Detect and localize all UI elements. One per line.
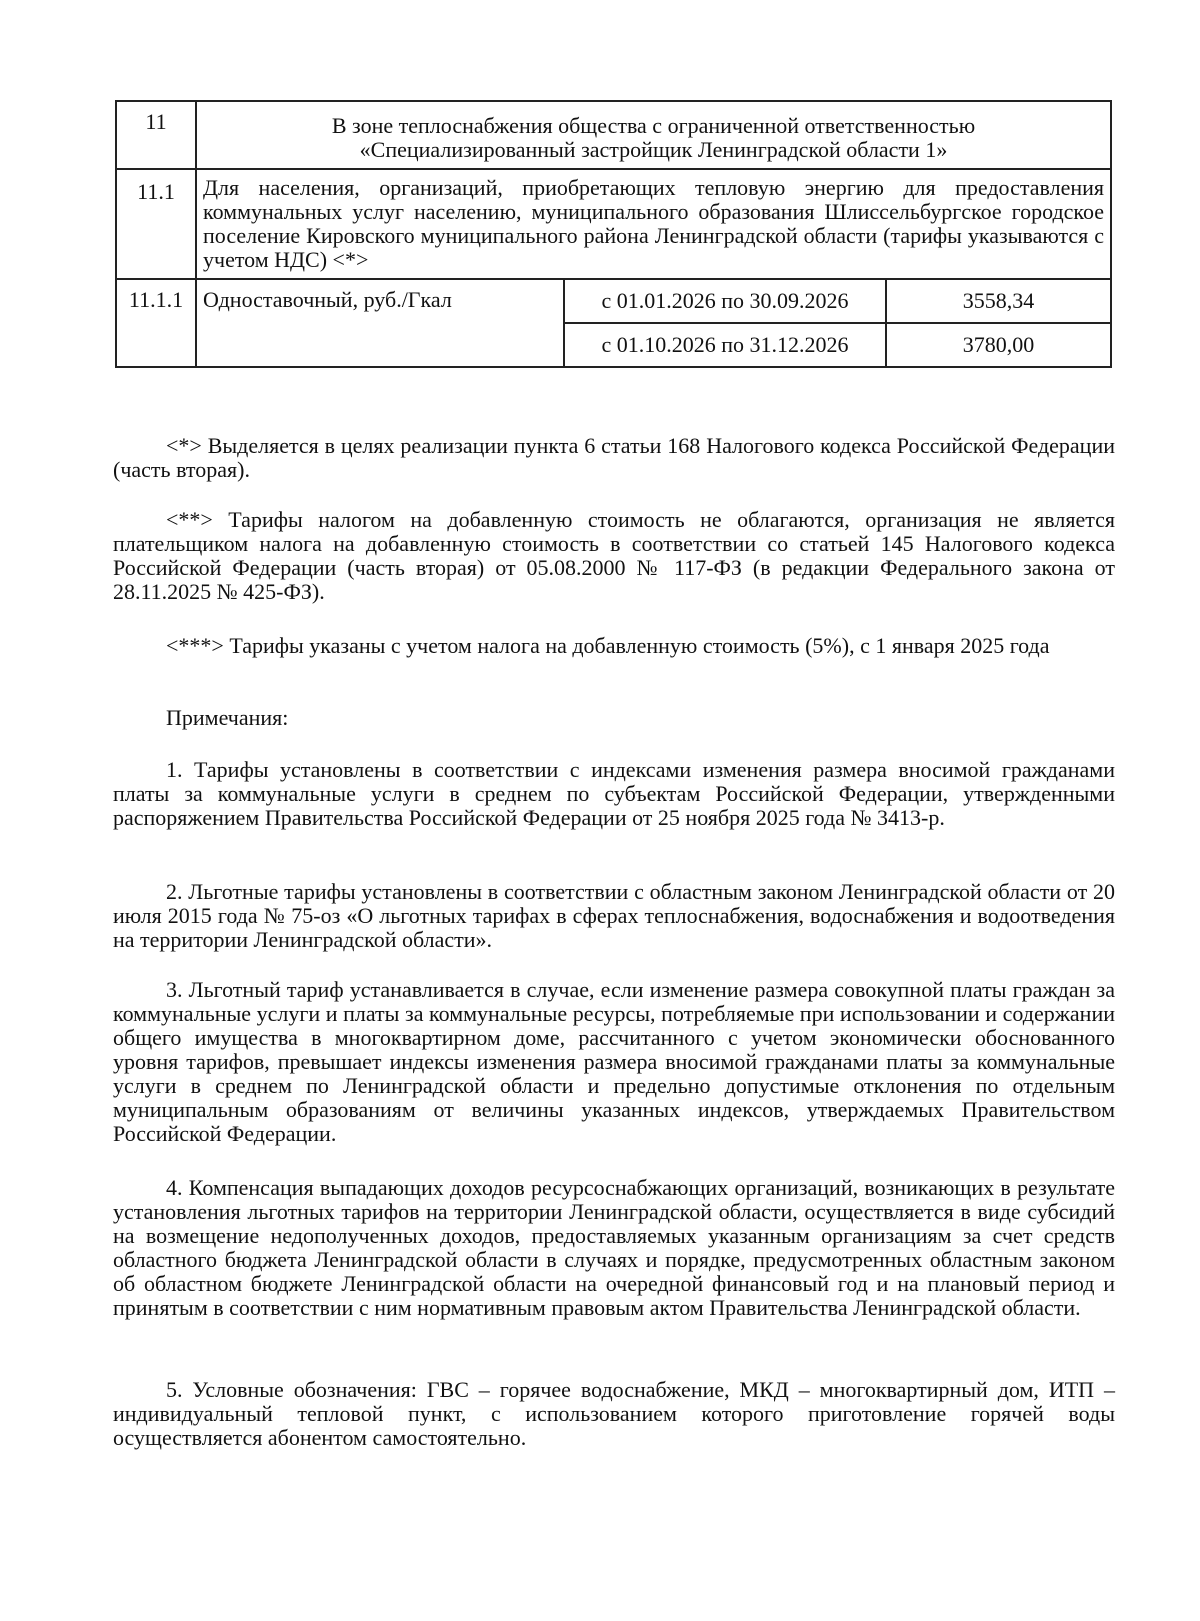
table-row-subsection: [116, 169, 1111, 279]
note-1: 1. Тарифы установлены в соответствии с индексами изменения размера вносимой гражданами платы за коммунальные услуги в среднем по субъектам Российской Федерации, утвержденными распоряжением Правительства Российской Федерации от 25 ноября 2025 года № 3413-р.: [113, 757, 1115, 830]
section-title-line2: «Специализированный застройщик Ленинградской области 1»: [359, 137, 948, 162]
subsection-text: Для населения, организаций, приобретающих тепловую энергию для предоставления коммунальных услуг населению, муниципального образования Шлиссельбургское городское поселение Кировского муниципального района Ленинградской области (тарифы указываются с учетом НДС) <*>: [196, 169, 1111, 279]
tariff-table: [115, 100, 1112, 368]
note-4: 4. Компенсация выпадающих доходов ресурсоснабжающих организаций, возникающих в результате установления льготных тарифов на территории Ленинградской области, осуществляется в виде субсидий на возмещение недополученных доходов, предоставляемых указанным организациям за счет средств областного бюджета Ленинградской области в случаях и порядке, предусмотренных областным законом об областном бюджете Ленинградской области на очередной финансовый год и на плановый период и принятым в соответствии с ним нормативным правовым актом Правительства Ленинградской области.: [113, 1175, 1115, 1320]
subsection-number: 11.1: [116, 169, 196, 279]
rate-number: 11.1.1: [116, 279, 196, 367]
section-title: [196, 101, 1111, 169]
rate-period-2: с 01.10.2026 по 31.12.2026: [564, 323, 886, 367]
footnote-3: <***> Тарифы указаны с учетом налога на добавленную стоимость (5%), с 1 января 2025 года: [166, 633, 1050, 658]
rate-label: Одноставочный, руб./Гкал: [196, 279, 564, 367]
footnote-2: <**> Тарифы налогом на добавленную стоимость не облагаются, организация не является плательщиком налога на добавленную стоимость в соответствии со статьей 145 Налогового кодекса Российской Федерации (часть вторая) от 05.08.2000 № 117-ФЗ (в редакции Федерального закона от 28.11.2025 № 425-ФЗ).: [113, 507, 1115, 604]
table-row-rate: [116, 279, 1111, 323]
section-title-line1: В зоне теплоснабжения общества с ограниченной ответственностью: [331, 113, 976, 138]
rate-value-2: 3780,00: [886, 323, 1111, 367]
section-number: 11: [116, 101, 196, 169]
rate-value-1: 3558,34: [886, 279, 1111, 323]
table-row-section: [116, 101, 1111, 169]
note-5: 5. Условные обозначения: ГВС – горячее водоснабжение, МКД – многоквартирный дом, ИТП – индивидуальный тепловой пункт, с использованием которого приготовление горячей воды осуществляется абонентом самостоятельно.: [113, 1377, 1115, 1450]
note-2: 2. Льготные тарифы установлены в соответствии с областным законом Ленинградской области от 20 июля 2015 года № 75-оз «О льготных тарифах в сферах теплоснабжения, водоснабжения и водоотведения на территории Ленинградской области».: [113, 879, 1115, 952]
rate-period-1: с 01.01.2026 по 30.09.2026: [564, 279, 886, 323]
notes-title: Примечания:: [166, 705, 289, 730]
footnote-1: <*> Выделяется в целях реализации пункта 6 статьи 168 Налогового кодекса Российской Федерации (часть вторая).: [113, 433, 1115, 482]
note-3: 3. Льготный тариф устанавливается в случае, если изменение размера совокупной платы граждан за коммунальные услуги и платы за коммунальные ресурсы, потребляемые при использовании и содержании общего имущества в многоквартирном доме, рассчитанного с учетом экономически обоснованного уровня тарифов, превышает индексы изменения размера вносимой гражданами платы за коммунальные услуги в среднем по Ленинградской области и предельно допустимые отклонения по отдельным муниципальным образованиям от величины указанных индексов, утверждаемых Правительством Российской Федерации.: [113, 977, 1115, 1146]
